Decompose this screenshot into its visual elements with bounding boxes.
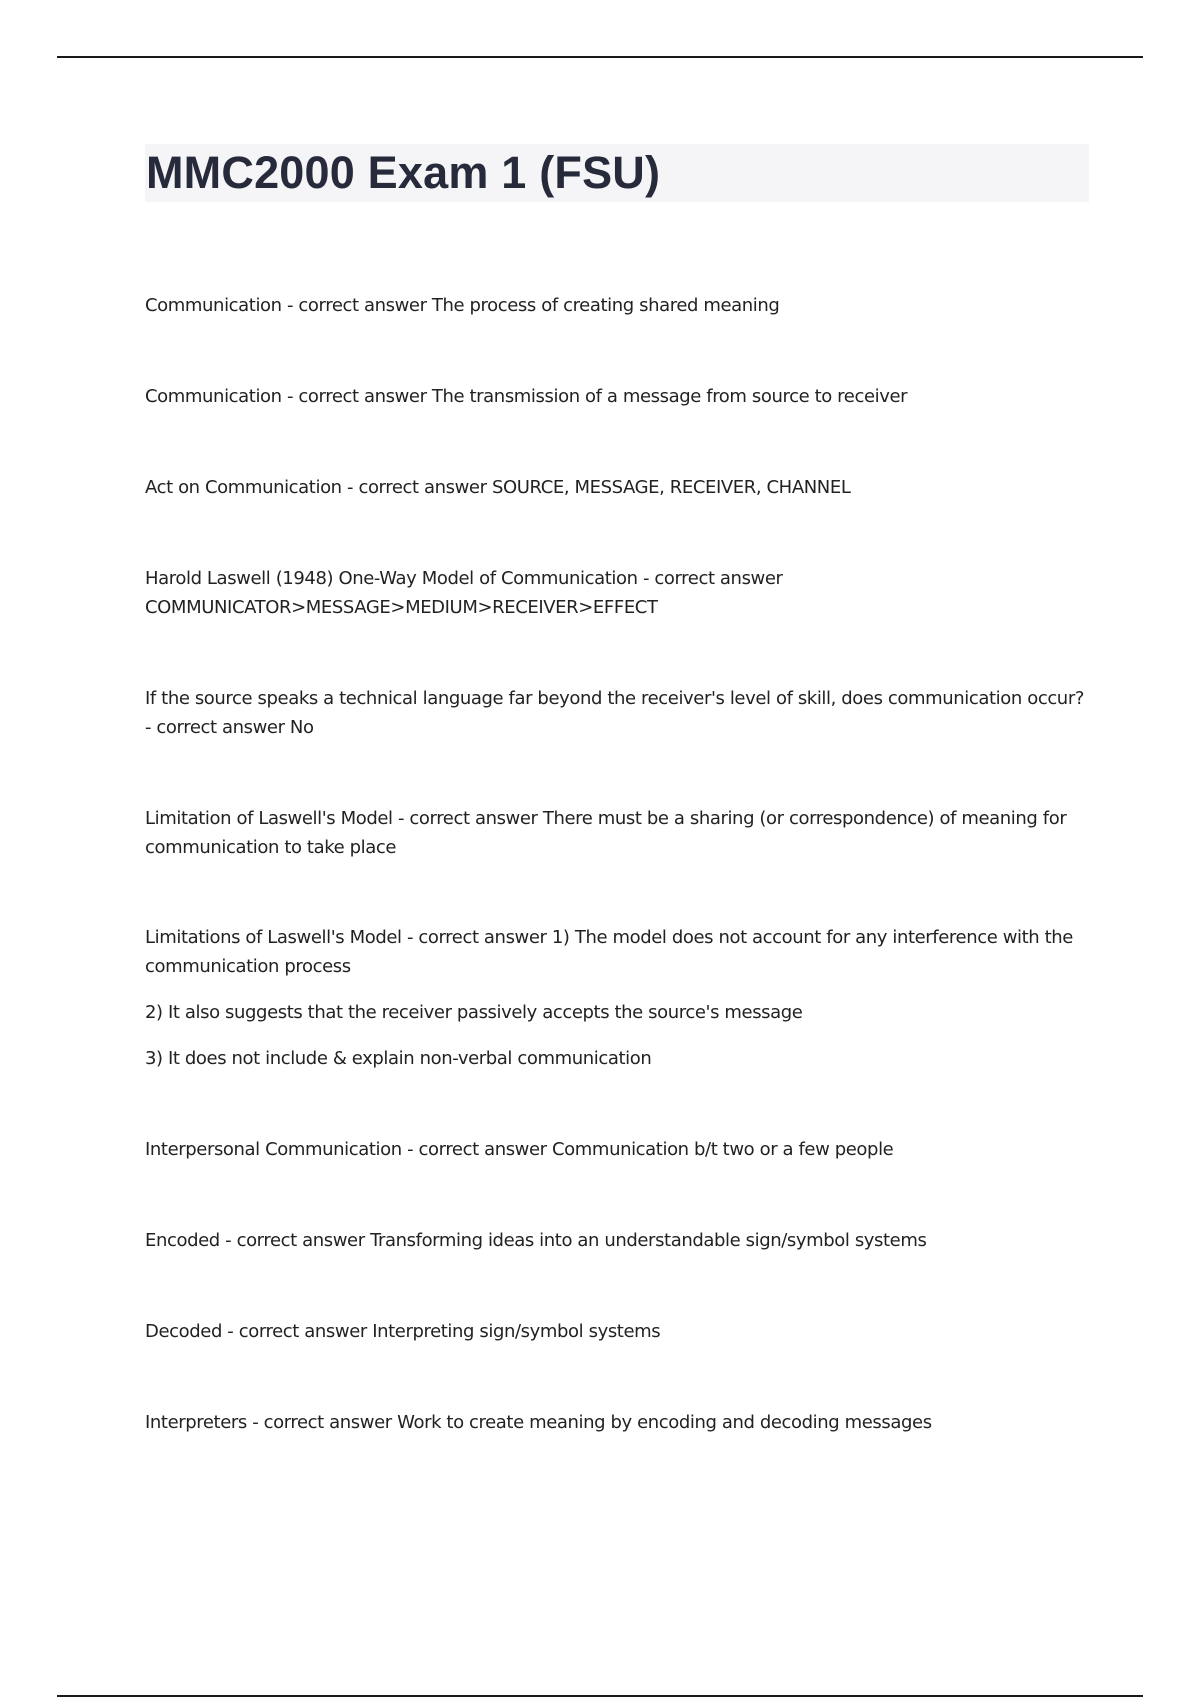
card-term: Interpreters — [145, 1412, 247, 1433]
card-4 — [145, 564, 1090, 622]
card-term: Act on Communication — [145, 477, 342, 498]
card-answer: Communication b/t two or a few people — [552, 1139, 894, 1160]
card-11 — [145, 1408, 1090, 1437]
card-term: Limitation of Laswell's Model — [145, 808, 393, 829]
card-10 — [145, 1317, 1090, 1346]
card-answer: The transmission of a message from source to receiver — [431, 386, 908, 407]
card-2 — [145, 382, 1090, 411]
card-answer: 1) The model does not account for any interference with the communication process — [145, 927, 1073, 977]
card-separator: - correct answer — [221, 1321, 373, 1342]
card-term: If the source speaks a technical language far beyond the receiver's level of skill, does communication occur? — [145, 688, 1084, 709]
top-rule — [57, 56, 1143, 58]
card-answer: The process of creating shared meaning — [431, 295, 780, 316]
card-7-extra-line-2: 3) It does not include & explain non-verbal communication — [145, 1048, 652, 1069]
card-5 — [145, 684, 1090, 742]
card-term: Decoded — [145, 1321, 222, 1342]
card-separator: - correct answer — [637, 568, 783, 589]
card-separator: - correct answer — [145, 717, 290, 738]
card-answer: COMMUNICATOR>MESSAGE>MEDIUM>RECEIVER>EFFECT — [145, 597, 658, 618]
card-term: Encoded — [145, 1230, 220, 1251]
card-7-extra-line-1: 2) It also suggests that the receiver passively accepts the source's message — [145, 1002, 803, 1023]
card-answer: There must be a sharing (or correspondence) of meaning for communication to take place — [145, 808, 1067, 858]
card-7 — [145, 923, 1090, 981]
card-separator: - correct answer — [341, 477, 492, 498]
card-term: Harold Laswell (1948) One-Way Model of Communication — [145, 568, 638, 589]
card-term: Limitations of Laswell's Model — [145, 927, 402, 948]
card-separator: - correct answer — [401, 927, 552, 948]
card-separator: - correct answer — [281, 386, 432, 407]
card-answer: Work to create meaning by encoding and decoding messages — [397, 1412, 932, 1433]
card-answer: Transforming ideas into an understandable sign/symbol systems — [370, 1230, 927, 1251]
card-separator: - correct answer — [246, 1412, 398, 1433]
card-8 — [145, 1135, 1090, 1164]
card-separator: - correct answer — [219, 1230, 371, 1251]
card-term: Interpersonal Communication — [145, 1139, 402, 1160]
card-9 — [145, 1226, 1090, 1255]
card-term: Communication — [145, 386, 282, 407]
card-6 — [145, 804, 1090, 862]
document-title: MMC2000 Exam 1 (FSU) — [146, 147, 661, 198]
card-separator: - correct answer — [392, 808, 543, 829]
card-3 — [145, 473, 1090, 502]
card-separator: - correct answer — [401, 1139, 553, 1160]
card-answer: SOURCE, MESSAGE, RECEIVER, CHANNEL — [491, 477, 851, 498]
card-term: Communication — [145, 295, 282, 316]
card-separator: - correct answer — [281, 295, 432, 316]
card-answer: No — [289, 717, 314, 738]
card-answer: Interpreting sign/symbol systems — [372, 1321, 661, 1342]
card-1 — [145, 291, 1090, 320]
bottom-rule — [57, 1695, 1143, 1697]
